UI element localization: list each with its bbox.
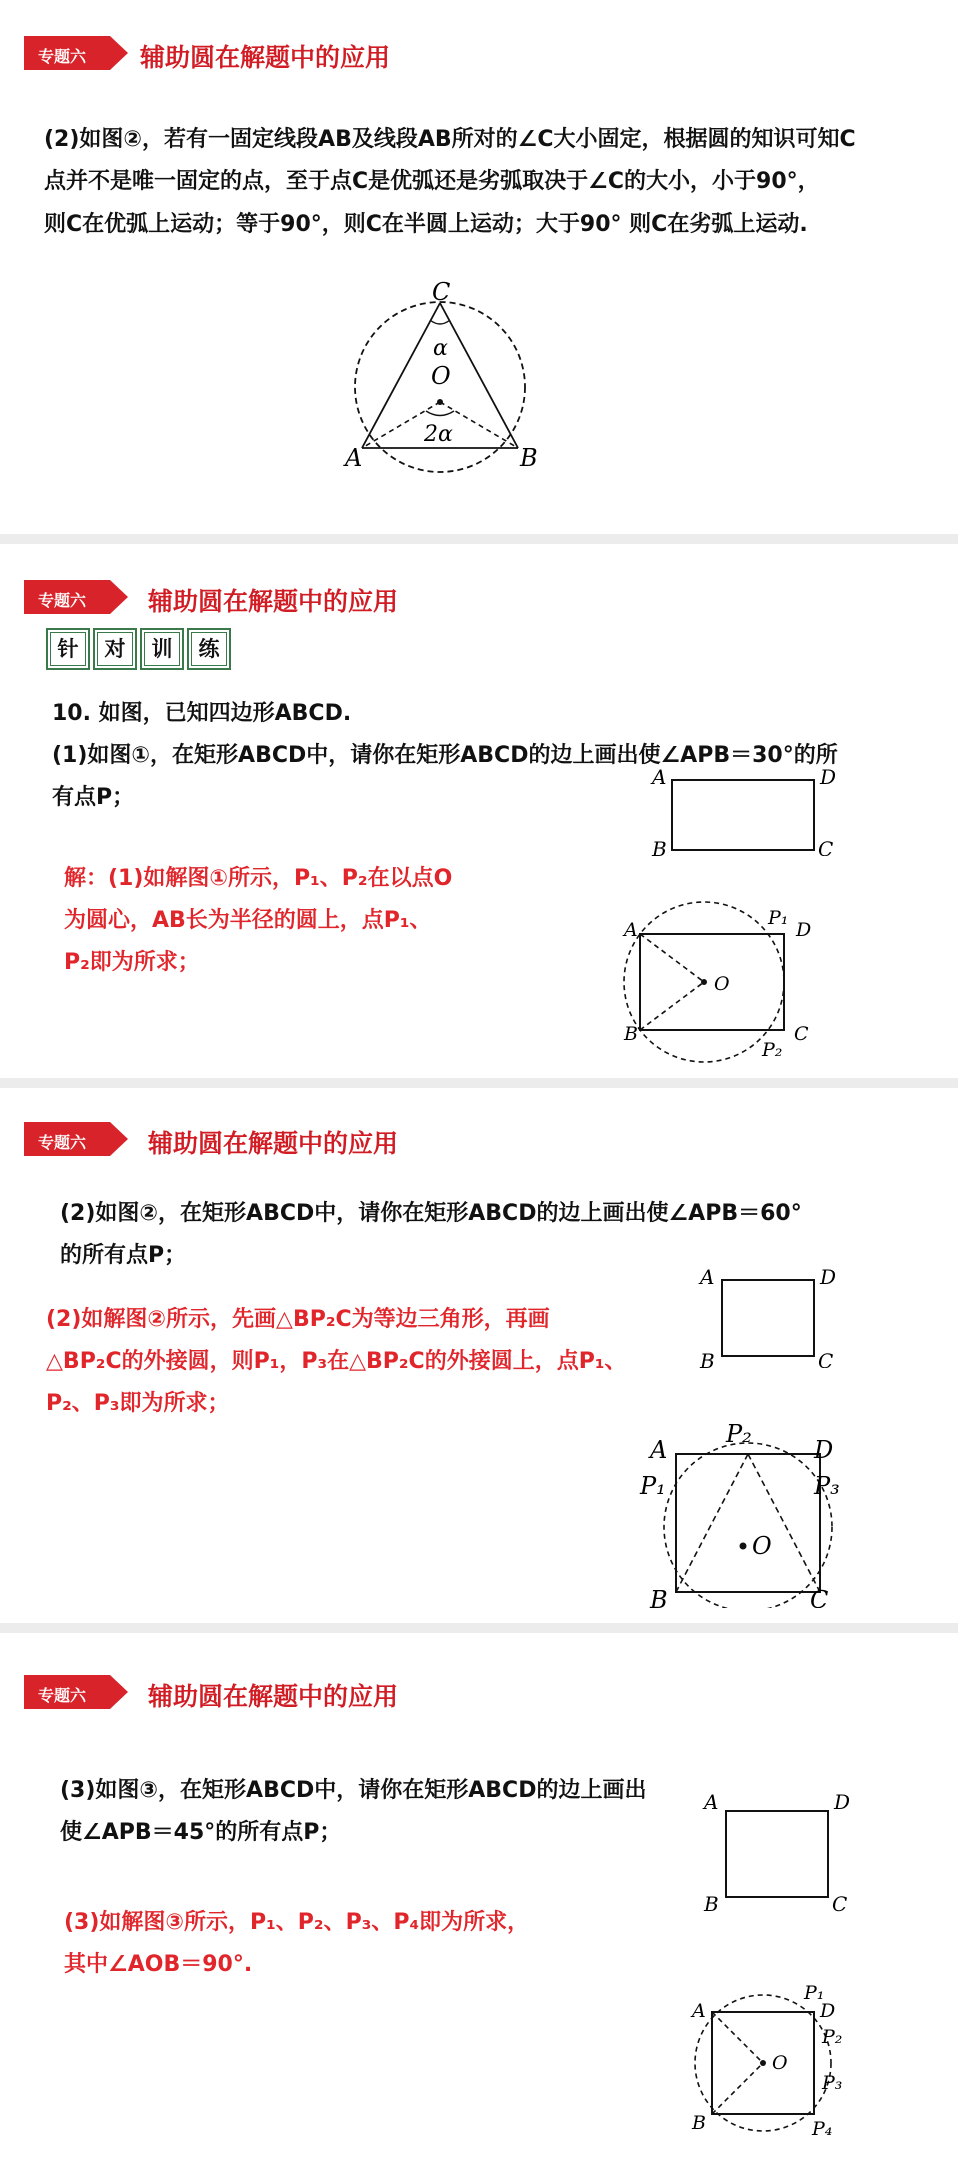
- label-p4: P₄: [812, 2118, 833, 2140]
- label-c: C: [832, 1892, 848, 1913]
- label-b: B: [692, 2112, 706, 2134]
- label-a: A: [700, 1265, 715, 1289]
- question-3-line-2: 使∠APB＝45°的所有点P；: [60, 1820, 342, 1845]
- question-2-line-1: (2)如图②，在矩形ABCD中，请你在矩形ABCD的边上画出使∠APB＝60°: [60, 1201, 802, 1226]
- label-p2: P₂: [726, 1420, 752, 1448]
- slide-4: [0, 1633, 958, 2169]
- solution-figure-3: [680, 1959, 880, 2159]
- answer-3-line-2: 其中∠AOB＝90°.: [64, 1952, 253, 1977]
- solution-figure-2: [630, 1418, 870, 1608]
- paragraph-line-2: 点并不是唯一固定的点，至于点C是优弧还是劣弧取决于∠C的大小，小于90°，: [44, 169, 820, 194]
- label-b: B: [650, 1586, 668, 1608]
- tag-label: 专题六: [38, 591, 87, 610]
- label-p1: P₁: [804, 1982, 825, 2004]
- label-p3: P₃: [814, 1472, 840, 1500]
- label-c: C: [432, 280, 451, 306]
- section-tag: [24, 580, 128, 614]
- label-p2: P₂: [762, 1039, 783, 1061]
- label-p1: P₁: [640, 1472, 666, 1500]
- paragraph-line-3: 则C在优弧上运动；等于90°，则C在半圆上运动；大于90° 则C在劣弧上运动.: [44, 212, 808, 237]
- tag-label: 专题六: [38, 1133, 87, 1152]
- label-o: O: [752, 1532, 772, 1560]
- label-d: D: [820, 766, 837, 789]
- label-b: B: [624, 1023, 638, 1045]
- label-alpha: α: [433, 336, 448, 361]
- training-char: 对: [93, 628, 137, 670]
- answer-2-line-2: △BP₂C的外接圆，则P₁，P₃在△BP₂C的外接圆上，点P₁、: [46, 1349, 627, 1374]
- label-p2: P₂: [822, 2026, 843, 2048]
- training-char: 针: [46, 628, 90, 670]
- slide-2: [0, 544, 958, 1078]
- slide-3: [0, 1088, 958, 1623]
- label-o: O: [431, 362, 451, 390]
- question-1-line-2: 有点P；: [52, 785, 135, 810]
- label-2alpha: 2α: [424, 422, 453, 447]
- label-d: D: [820, 1265, 837, 1289]
- slide-1: [0, 0, 958, 534]
- label-c: C: [794, 1023, 809, 1045]
- label-a: A: [704, 1790, 719, 1814]
- rectangle-abcd-figure-2: [690, 1264, 850, 1368]
- label-b: B: [704, 1892, 719, 1913]
- label-d: D: [814, 1436, 834, 1464]
- training-char: 训: [140, 628, 184, 670]
- question-3-line-1: (3)如图③，在矩形ABCD中，请你在矩形ABCD的边上画出: [60, 1778, 647, 1803]
- answer-1-line-1: 解：(1)如解图①所示，P₁、P₂在以点O: [64, 866, 453, 891]
- answer-2-line-3: P₂、P₃即为所求；: [46, 1391, 230, 1416]
- rectangle-abcd-figure-1: [640, 766, 840, 856]
- training-char: 练: [187, 628, 231, 670]
- label-p1: P₁: [768, 907, 789, 929]
- section-tag: [24, 36, 128, 70]
- answer-1-line-2: 为圆心，AB长为半径的圆上，点P₁、: [64, 908, 432, 933]
- tag-label: 专题六: [38, 1686, 87, 1705]
- circle-angle-figure: [340, 280, 540, 490]
- label-b: B: [652, 837, 667, 856]
- label-c: C: [818, 837, 834, 856]
- answer-2-line-1: (2)如解图②所示，先画△BP₂C为等边三角形，再画: [46, 1307, 550, 1332]
- label-b: B: [520, 444, 538, 472]
- question-1-line-1: (1)如图①，在矩形ABCD中，请你在矩形ABCD的边上画出使∠APB＝30°的所: [52, 743, 838, 768]
- tag-label: 专题六: [38, 47, 87, 66]
- answer-3-line-1: (3)如解图③所示，P₁、P₂、P₃、P₄即为所求，: [64, 1910, 530, 1935]
- slide-title: 辅助圆在解题中的应用: [148, 1682, 399, 1711]
- answer-1-line-3: P₂即为所求；: [64, 950, 200, 975]
- label-o: O: [714, 973, 730, 995]
- question-10: 10. 如图，已知四边形ABCD.: [52, 701, 352, 726]
- slide-title: 辅助圆在解题中的应用: [148, 587, 399, 616]
- solution-figure-1: [610, 896, 850, 1076]
- label-b: B: [700, 1349, 715, 1368]
- label-d: D: [834, 1790, 851, 1814]
- label-a: A: [624, 919, 638, 941]
- label-c: C: [810, 1586, 829, 1608]
- label-a: A: [652, 766, 667, 789]
- label-p3: P₃: [822, 2072, 843, 2094]
- slide-title: 辅助圆在解题中的应用: [148, 1129, 399, 1158]
- training-banner: [46, 628, 234, 670]
- label-o: O: [772, 2052, 788, 2074]
- slide-title: 辅助圆在解题中的应用: [140, 43, 391, 72]
- paragraph-line-1: (2)如图②，若有一固定线段AB及线段AB所对的∠C大小固定，根据圆的知识可知C: [44, 127, 856, 152]
- section-tag: [24, 1675, 128, 1709]
- label-a: A: [345, 444, 363, 472]
- label-a: A: [650, 1436, 668, 1464]
- label-a: A: [692, 2000, 706, 2022]
- label-c: C: [818, 1349, 834, 1368]
- rectangle-abcd-figure-3: [692, 1783, 862, 1913]
- section-tag: [24, 1122, 128, 1156]
- label-d: D: [796, 919, 812, 941]
- label-d: D: [820, 2000, 836, 2022]
- question-2-line-2: 的所有点P；: [60, 1243, 187, 1268]
